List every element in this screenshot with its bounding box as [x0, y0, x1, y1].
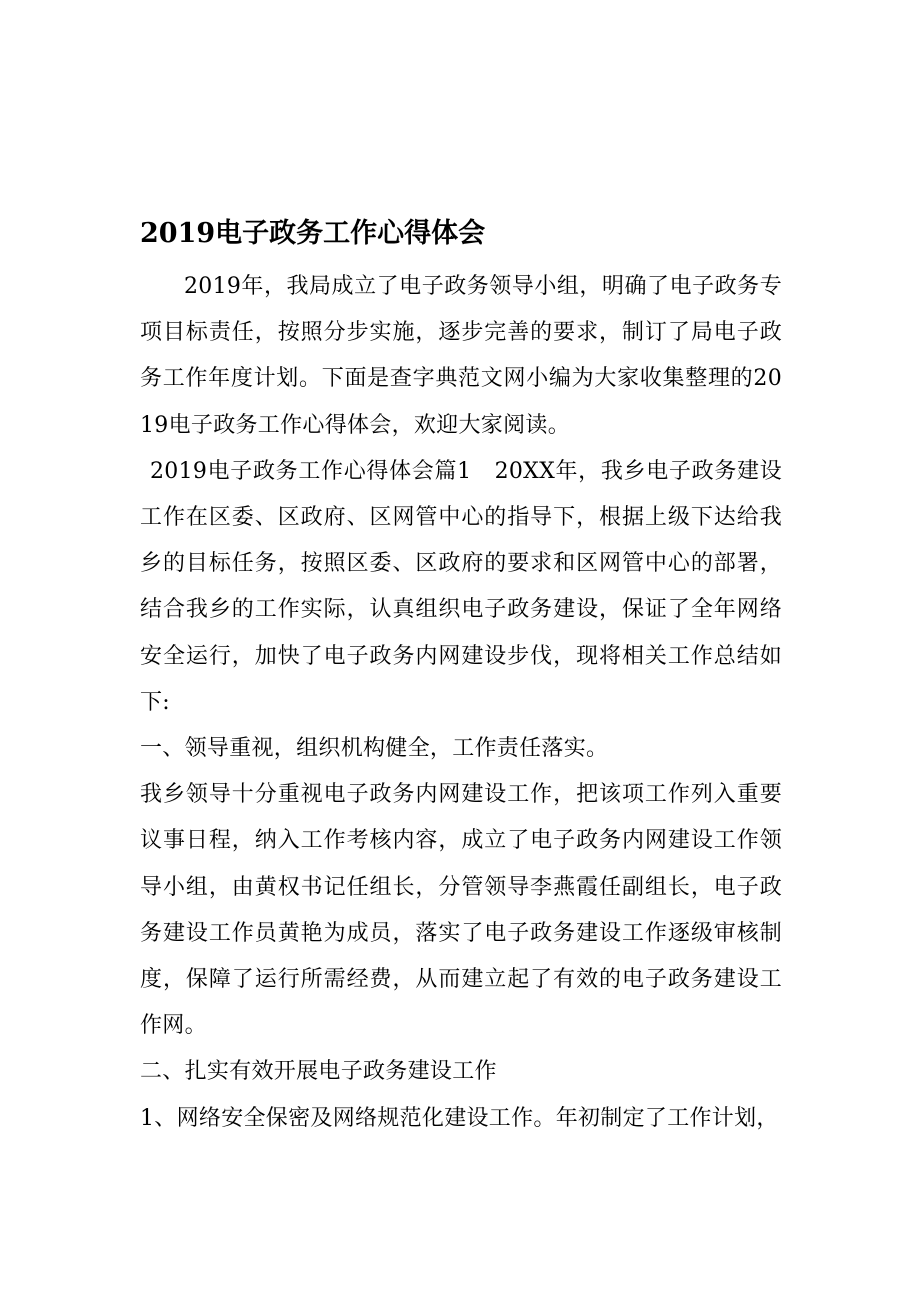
section-heading-1: 一、领导重视，组织机构健全，工作责任落实。 [140, 736, 609, 762]
document-body [140, 212, 782, 1142]
intro-paragraph: 2019年，我局成立了电子政务领导小组，明确了电子政务专项目标责任，按照分步实施，逐步完善的要求，制订了局电子政务工作年度计划。下面是查字典范文网小编为大家收集整理的2019电子政务工作心得体会，欢迎大家阅读。 [140, 274, 782, 438]
article-1-paragraph: 2019电子政务工作心得体会篇1 20XX年，我乡电子政务建设工作在区委、区政府、区网管中心的指导下，根据上级下达给我乡的目标任务，按照区委、区政府的要求和区网管中心的部署，结合我乡的工作实际，认真组织电子政务建设，保证了全年网络安全运行，加快了电子政务内网建设步伐，现将相关工作总结如下: [140, 458, 782, 715]
section-1-paragraph: 我乡领导十分重视电子政务内网建设工作，把该项工作列入重要议事日程，纳入工作考核内容，成立了电子政务内网建设工作领导小组，由黄权书记任组长，分管领导李燕霞任副组长，电子政务建设工作员黄艳为成员，落实了电子政务建设工作逐级审核制度，保障了运行所需经费，从而建立起了有效的电子政务建设工作网。 [140, 782, 782, 1039]
document-title: 2019电子政务工作心得体会 [140, 218, 486, 249]
section-2-item-1: 1、网络安全保密及网络规范化建设工作。年初制定了工作计划， [140, 1105, 779, 1131]
section-heading-2: 二、扎实有效开展电子政务建设工作 [140, 1059, 497, 1085]
